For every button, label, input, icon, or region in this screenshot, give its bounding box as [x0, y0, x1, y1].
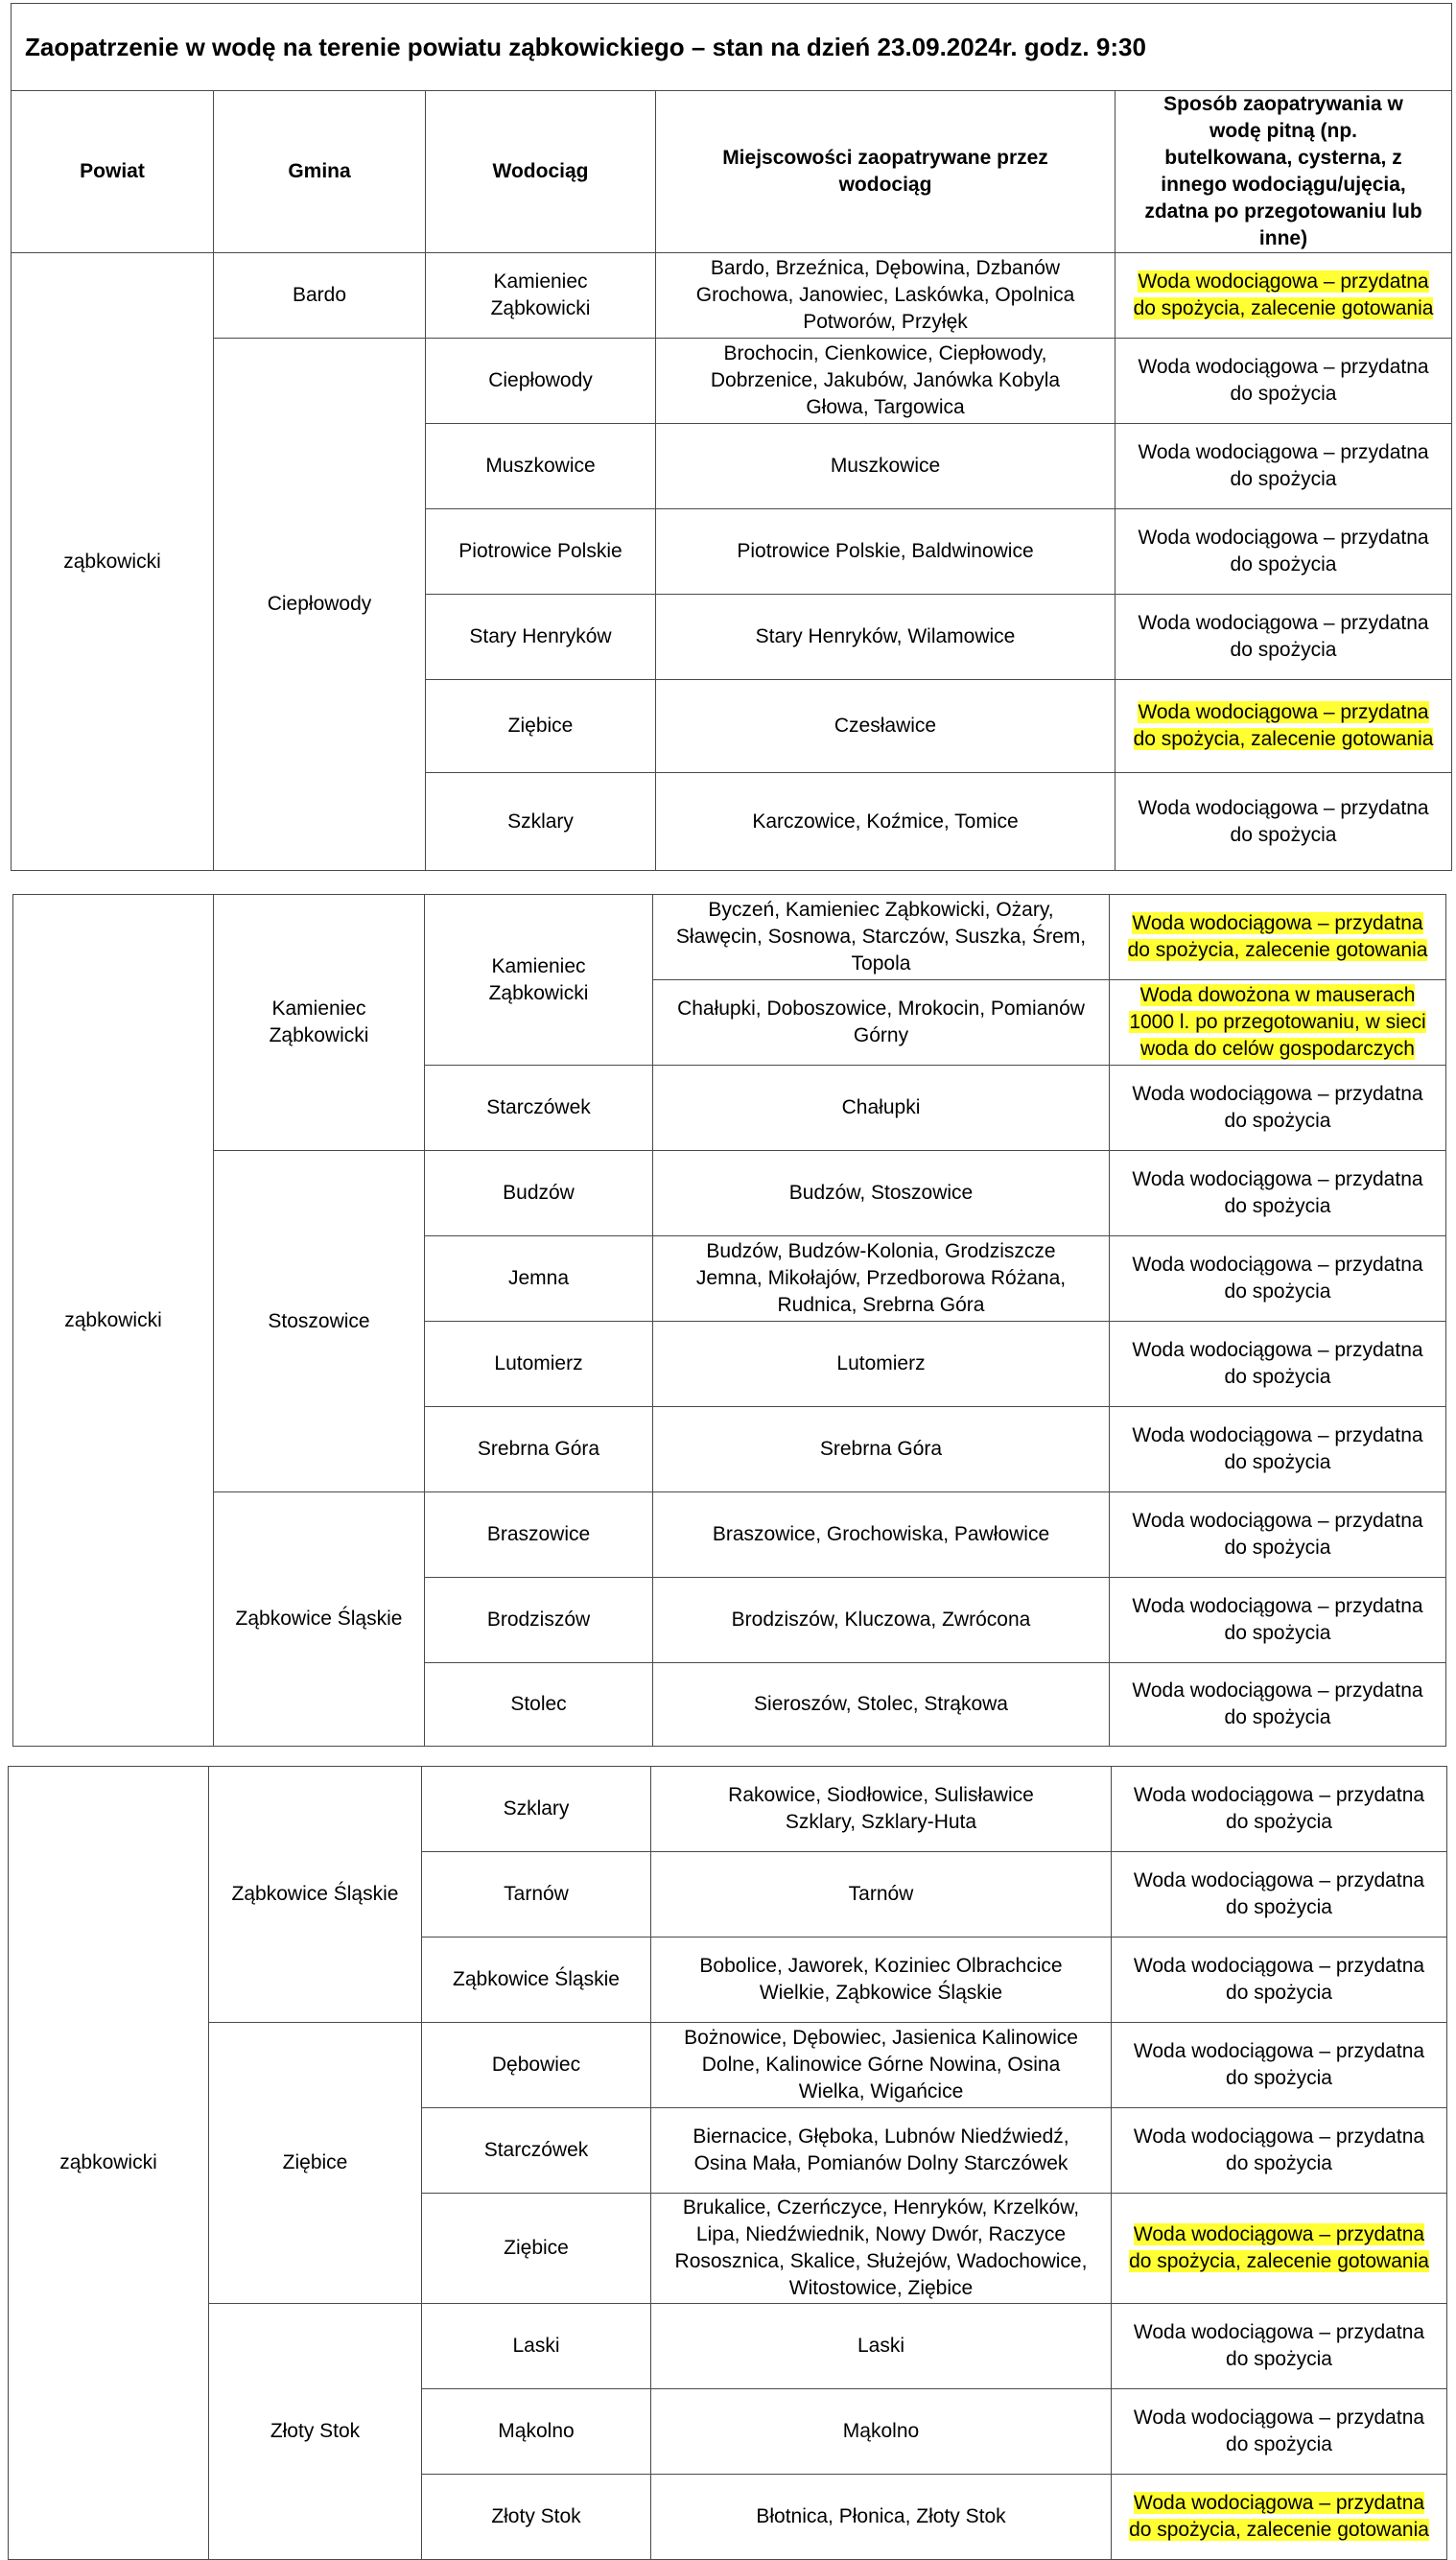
powiat-cell: ząbkowicki [12, 253, 214, 871]
sposob-cell: Woda wodociągowa – przydatna do spożycia [1112, 1852, 1447, 1938]
miejscowosci-cell: Rakowice, Siodłowice, Sulisławice Szklary, Szklary-Huta [651, 1767, 1112, 1852]
sposob-highlighted-text: Woda wodociągowa – przydatna do spożycia, zalecenie gotowania [1133, 701, 1434, 750]
gmina-cell: Ciepłowody [214, 339, 426, 871]
sposob-cell: Woda wodociągowa – przydatna do spożycia [1112, 2389, 1447, 2475]
sposob-cell: Woda wodociągowa – przydatna do spożycia [1110, 1578, 1446, 1663]
miejscowosci-cell: Braszowice, Grochowiska, Pawłowice [653, 1492, 1110, 1578]
wodociag-cell: Piotrowice Polskie [426, 509, 656, 595]
table-row [13, 1492, 1446, 1578]
wodociag-cell: Srebrna Góra [425, 1407, 653, 1492]
sposob-cell: Woda wodociągowa – przydatna do spożycia [1115, 509, 1452, 595]
sposob-cell: Woda wodociągowa – przydatna do spożycia [1112, 2023, 1447, 2108]
document-title: Zaopatrzenie w wodę na terenie powiatu ząbkowickiego – stan na dzień 23.09.2024r. godz. 9:30 [12, 4, 1452, 91]
wodociag-cell: Szklary [426, 773, 656, 871]
miejscowosci-cell: Mąkolno [651, 2389, 1112, 2475]
header-miejscowosci: Miejscowości zaopatrywane przez wodociąg [656, 91, 1115, 253]
sposob-highlighted-text: Woda wodociągowa – przydatna do spożycia, zalecenie gotowania [1129, 2223, 1429, 2272]
sposob-cell: Woda wodociągowa – przydatna do spożycia [1110, 1066, 1446, 1151]
sposob-cell: Woda wodociągowa – przydatna do spożycia [1110, 1322, 1446, 1407]
sposob-cell [1112, 2194, 1447, 2304]
miejscowosci-cell: Byczeń, Kamieniec Ząbkowicki, Ożary, Sławęcin, Sosnowa, Starczów, Suszka, Śrem, Topola [653, 895, 1110, 980]
powiat-cell: ząbkowicki [9, 1767, 209, 2560]
gmina-cell: Ziębice [209, 2023, 422, 2304]
miejscowosci-cell: Laski [651, 2304, 1112, 2389]
wodociag-cell: Ziębice [426, 680, 656, 773]
sposob-cell: Woda wodociągowa – przydatna do spożycia [1112, 2304, 1447, 2389]
sposob-cell: Woda wodociągowa – przydatna do spożycia [1110, 1407, 1446, 1492]
miejscowosci-cell: Sieroszów, Stolec, Strąkowa [653, 1663, 1110, 1747]
miejscowosci-cell: Muszkowice [656, 424, 1115, 509]
sposob-cell: Woda wodociągowa – przydatna do spożycia [1110, 1663, 1446, 1747]
sposob-highlighted-text: Woda dowożona w mauserach 1000 l. po przegotowaniu, w sieci woda do celów gospodarczych [1129, 984, 1426, 1060]
miejscowosci-cell: Stary Henryków, Wilamowice [656, 595, 1115, 680]
wodociag-cell: Ząbkowice Śląskie [422, 1938, 651, 2023]
sposob-cell [1110, 895, 1446, 980]
water-supply-table-2 [12, 894, 1446, 1747]
wodociag-cell: Stolec [425, 1663, 653, 1747]
water-supply-table-3 [8, 1766, 1447, 2560]
wodociag-cell: Budzów [425, 1151, 653, 1236]
miejscowosci-cell: Budzów, Stoszowice [653, 1151, 1110, 1236]
miejscowosci-cell: Piotrowice Polskie, Baldwinowice [656, 509, 1115, 595]
wodociag-cell: Lutomierz [425, 1322, 653, 1407]
table-row [9, 2304, 1447, 2389]
miejscowosci-cell: Bobolice, Jaworek, Koziniec Olbrachcice Wielkie, Ząbkowice Śląskie [651, 1938, 1112, 2023]
table-row [12, 339, 1452, 424]
sposob-highlighted-text: Woda wodociągowa – przydatna do spożycia, zalecenie gotowania [1129, 2492, 1429, 2541]
sposob-cell: Woda wodociągowa – przydatna do spożycia [1112, 2108, 1447, 2194]
header-wodociag: Wodociąg [426, 91, 656, 253]
sposob-highlighted-text: Woda wodociągowa – przydatna do spożycia, zalecenie gotowania [1127, 912, 1428, 961]
sposob-cell [1115, 253, 1452, 339]
header-gmina: Gmina [214, 91, 426, 253]
wodociag-cell: Jemna [425, 1236, 653, 1322]
table-row [9, 2023, 1447, 2108]
table-row [13, 1151, 1446, 1236]
wodociag-cell: Dębowiec [422, 2023, 651, 2108]
wodociag-cell: Ziębice [422, 2194, 651, 2304]
miejscowosci-cell: Chałupki [653, 1066, 1110, 1151]
sposob-highlighted-text: Woda wodociągowa – przydatna do spożycia, zalecenie gotowania [1133, 270, 1434, 319]
wodociag-cell: Starczówek [422, 2108, 651, 2194]
sposob-cell: Woda wodociągowa – przydatna do spożycia [1115, 595, 1452, 680]
table-header-row [12, 91, 1452, 253]
sposob-cell: Woda wodociągowa – przydatna do spożycia [1110, 1492, 1446, 1578]
header-powiat: Powiat [12, 91, 214, 253]
gmina-cell: Stoszowice [214, 1151, 425, 1492]
miejscowosci-cell: Tarnów [651, 1852, 1112, 1938]
sposob-cell: Woda wodociągowa – przydatna do spożycia [1115, 773, 1452, 871]
wodociag-cell: Brodziszów [425, 1578, 653, 1663]
sposob-cell: Woda wodociągowa – przydatna do spożycia [1112, 1938, 1447, 2023]
miejscowosci-cell: Srebrna Góra [653, 1407, 1110, 1492]
miejscowosci-cell: Lutomierz [653, 1322, 1110, 1407]
miejscowosci-cell: Bardo, Brzeźnica, Dębowina, Dzbanów Grochowa, Janowiec, Laskówka, Opolnica Potworów, Przyłęk [656, 253, 1115, 339]
sposob-cell [1110, 980, 1446, 1066]
miejscowosci-cell: Budzów, Budzów-Kolonia, Grodziszcze Jemna, Mikołajów, Przedborowa Różana, Rudnica, Srebrna Góra [653, 1236, 1110, 1322]
miejscowosci-cell: Błotnica, Płonica, Złoty Stok [651, 2475, 1112, 2560]
gmina-cell: Kamieniec Ząbkowicki [214, 895, 425, 1151]
table-row [13, 895, 1446, 980]
sposob-cell [1112, 2475, 1447, 2560]
miejscowosci-cell: Karczowice, Koźmice, Tomice [656, 773, 1115, 871]
wodociag-cell: Braszowice [425, 1492, 653, 1578]
miejscowosci-cell: Brodziszów, Kluczowa, Zwrócona [653, 1578, 1110, 1663]
miejscowosci-cell: Bożnowice, Dębowiec, Jasienica Kalinowice Dolne, Kalinowice Górne Nowina, Osina Wielka, Wigańcice [651, 2023, 1112, 2108]
wodociag-cell: Szklary [422, 1767, 651, 1852]
table-row [12, 253, 1452, 339]
wodociag-cell: Starczówek [425, 1066, 653, 1151]
water-supply-table-1 [11, 3, 1452, 871]
header-sposob: Sposób zaopatrywania w wodę pitną (np. butelkowana, cysterna, z innego wodociągu/ujęcia, zdatna po przegotowaniu lub inne) [1115, 91, 1452, 253]
gmina-cell: Złoty Stok [209, 2304, 422, 2560]
gmina-cell: Ząbkowice Śląskie [209, 1767, 422, 2023]
wodociag-cell: Muszkowice [426, 424, 656, 509]
miejscowosci-cell: Brochocin, Cienkowice, Ciepłowody, Dobrzenice, Jakubów, Janówka Kobyla Głowa, Targowica [656, 339, 1115, 424]
miejscowosci-cell: Czesławice [656, 680, 1115, 773]
miejscowosci-cell: Chałupki, Doboszowice, Mrokocin, Pomianów Górny [653, 980, 1110, 1066]
wodociag-cell: Stary Henryków [426, 595, 656, 680]
table-row [9, 1767, 1447, 1852]
gmina-cell: Ząbkowice Śląskie [214, 1492, 425, 1747]
miejscowosci-cell: Biernacice, Głęboka, Lubnów Niedźwiedź, Osina Mała, Pomianów Dolny Starczówek [651, 2108, 1112, 2194]
wodociag-cell: Laski [422, 2304, 651, 2389]
wodociag-cell: Kamieniec Ząbkowicki [426, 253, 656, 339]
sposob-cell [1115, 680, 1452, 773]
wodociag-cell: Mąkolno [422, 2389, 651, 2475]
wodociag-cell: Tarnów [422, 1852, 651, 1938]
powiat-cell: ząbkowicki [13, 895, 214, 1747]
wodociag-cell: Złoty Stok [422, 2475, 651, 2560]
sposob-cell: Woda wodociągowa – przydatna do spożycia [1115, 424, 1452, 509]
sposob-cell: Woda wodociągowa – przydatna do spożycia [1110, 1236, 1446, 1322]
sposob-cell: Woda wodociągowa – przydatna do spożycia [1115, 339, 1452, 424]
miejscowosci-cell: Brukalice, Czerńczyce, Henryków, Krzelków, Lipa, Niedźwiednik, Nowy Dwór, Raczyce Rososznica, Skalice, Służejów, Wadochowice, Witostowice, Ziębice [651, 2194, 1112, 2304]
wodociag-cell: Kamieniec Ząbkowicki [425, 895, 653, 1066]
gmina-cell: Bardo [214, 253, 426, 339]
sposob-cell: Woda wodociągowa – przydatna do spożycia [1110, 1151, 1446, 1236]
sposob-cell: Woda wodociągowa – przydatna do spożycia [1112, 1767, 1447, 1852]
wodociag-cell: Ciepłowody [426, 339, 656, 424]
